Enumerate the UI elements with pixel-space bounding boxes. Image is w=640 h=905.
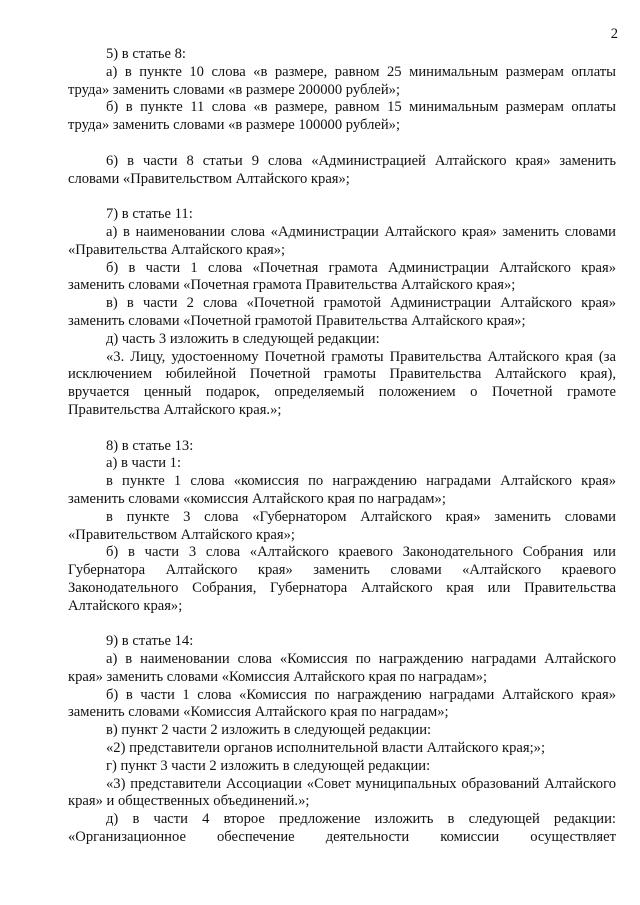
page-number: 2 xyxy=(610,26,618,42)
paragraph: «3. Лицу, удостоенному Почетной грамоты Правительства Алтайского края (за исключением юбилейной Почетной грамоты Правительства Алтайского края), вручается ценный подарок, определяемый положением о Почетной грамоте Правительства Алтайского края.»; xyxy=(68,348,616,418)
paragraph: «3) представители Ассоциации «Совет муниципальных образований Алтайского края» и общественных объединений.»; xyxy=(68,775,616,810)
paragraph: б) в части 3 слова «Алтайского краевого Законодательного Собрания или Губернатора Алтайского края» заменить словами «Алтайского краевого Законодательного Собрания, Губернатора Алтайского края или Правительства Алтайского края»; xyxy=(68,544,616,614)
paragraph: а) в наименовании слова «Администрации Алтайского края» заменить словами «Правительства Алтайского края»; xyxy=(68,223,616,258)
paragraph: 8) в статье 13: xyxy=(106,437,194,454)
paragraph: а) в части 1: xyxy=(106,455,182,472)
paragraph: а) в наименовании слова «Комиссия по награждению наградами Алтайского края» заменить словами «Комиссия Алтайского края по наградам»; xyxy=(68,651,616,685)
paragraph: б) в пункте 11 слова «в размере, равном 15 минимальным размерам оплаты труда» заменить словами «в размере 100000 рублей»; xyxy=(68,99,616,134)
paragraph: д) в части 4 второе предложение изложить в следующей редакции: «Организационное обеспечение деятельности комиссии осуществляет xyxy=(68,811,616,846)
paragraph: 7) в статье 11: xyxy=(106,206,193,223)
paragraph: а) в пункте 10 слова «в размере, равном 25 минимальным размерам оплаты труда» заменить словами «в размере 200000 рублей»; xyxy=(68,63,616,98)
paragraph: в) пункт 2 части 2 изложить в следующей редакции: xyxy=(106,722,432,739)
paragraph: б) в части 1 слова «Комиссия по награждению наградами Алтайского края» заменить словами «Комиссия Алтайского края по наградам»; xyxy=(68,686,616,721)
paragraph: б) в части 1 слова «Почетная грамота Администрации Алтайского края» заменить словами «Почетная грамота Правительства Алтайского края»; xyxy=(68,259,616,294)
paragraph: 9) в статье 14: xyxy=(106,633,194,650)
paragraph: в пункте 1 слова «комиссия по награждению наградами Алтайского края» заменить словами «комиссия Алтайского края по наградам»; xyxy=(68,473,616,507)
paragraph: 5) в статье 8: xyxy=(106,46,186,62)
paragraph: в пункте 3 слова «Губернатором Алтайского края» заменить словами «Правительством Алтайского края»; xyxy=(68,508,616,543)
paragraph: в) в части 2 слова «Почетной грамотой Администрации Алтайского края» заменить словами «Почетной грамотой Правительства Алтайского края»; xyxy=(68,295,616,329)
paragraph: д) часть 3 изложить в следующей редакции: xyxy=(106,330,380,347)
paragraph: г) пункт 3 части 2 изложить в следующей редакции: xyxy=(106,757,431,774)
document-body xyxy=(68,46,616,847)
paragraph: 6) в части 8 статьи 9 слова «Администрацией Алтайского края» заменить словами «Правительством Алтайского края»; xyxy=(68,152,616,187)
paragraph: «2) представители органов исполнительной власти Алтайского края;»; xyxy=(106,740,546,757)
